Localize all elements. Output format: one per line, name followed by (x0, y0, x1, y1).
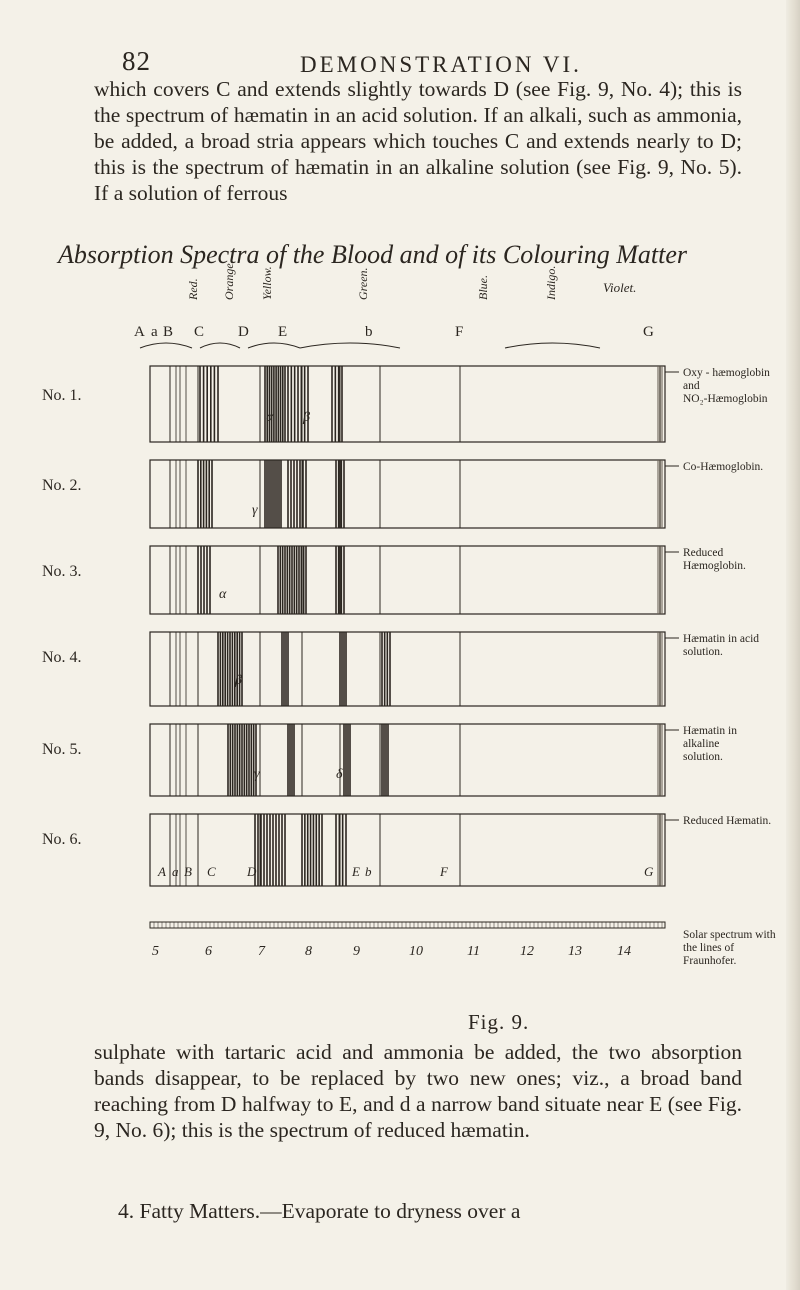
row-3-violet-edge (657, 546, 663, 614)
row-5-label-line-0: Hæmatin in (683, 725, 737, 737)
fraunhofer-letter-A: A (134, 324, 145, 340)
row-2-violet-edge (657, 460, 663, 528)
scale-number-9: 9 (353, 944, 360, 959)
color-brace-1 (200, 343, 240, 348)
row6-marker-7: F (440, 864, 448, 879)
greek-mark-3: α (219, 587, 227, 602)
scale-number-8: 8 (305, 944, 312, 959)
scale-number-5: 5 (152, 944, 159, 959)
row-3-label-line-1: Hæmoglobin. (683, 560, 746, 572)
fraunhofer-letter-b: b (365, 324, 373, 340)
fraunhofer-letter-F: F (455, 324, 464, 340)
header-title: DEMONSTRATION VI. (300, 52, 582, 77)
color-name-3: Green. (356, 267, 370, 300)
row-number-4: No. 4. (42, 649, 82, 666)
scale-number-13: 13 (568, 944, 582, 959)
fraunhofer-letter-E: E (278, 324, 288, 340)
row-1-label-line-1: and (683, 380, 700, 392)
scale-number-14: 14 (617, 944, 631, 959)
greek-mark-6: δ (336, 767, 343, 782)
row6-marker-3: C (207, 864, 216, 879)
color-name-6: Violet. (603, 280, 637, 295)
row-5-violet-edge (657, 724, 663, 796)
row6-marker-4: D (247, 864, 257, 879)
paragraph-top: which covers C and extends slightly towards D (see Fig. 9, No. 4); this is the spectrum of hæmatin in an acid solution. If an alkali, such as ammonia, be added, a broad stria appears which touches C and extends nearly to D; this is the spectrum of hæmatin in an alkaline solution (see Fig. 9, No. 5). If a solution of ferrous (94, 77, 742, 205)
fraunhofer-letter-G: G (643, 324, 654, 340)
color-name-1: Orange. (222, 260, 236, 300)
row6-marker-0: A (158, 864, 166, 879)
greek-mark-1: β (303, 410, 310, 425)
row6-marker-2: B (184, 864, 192, 879)
row-3-label-line-0: Reduced (683, 547, 724, 559)
row-6-label-line-0: Reduced Hæmatin. (683, 815, 772, 827)
scale-number-6: 6 (205, 944, 212, 959)
scale-caption-line-1: the lines of (683, 942, 735, 954)
greek-mark-2: γ (252, 503, 258, 518)
row-4-violet-edge (657, 632, 663, 706)
row-1-violet-edge (657, 366, 663, 442)
scale-number-12: 12 (520, 944, 534, 959)
color-name-0: Red. (186, 278, 200, 300)
scale-bar (150, 922, 665, 928)
row6-marker-5: E (352, 864, 360, 879)
row-number-3: No. 3. (42, 563, 82, 580)
scale-number-7: 7 (258, 944, 265, 959)
row6-marker-1: a (172, 864, 179, 879)
fraunhofer-letter-B: B (163, 324, 174, 340)
color-name-5: Indigo. (544, 265, 558, 300)
page-number: 82 (122, 46, 151, 76)
scale-caption-line-2: Fraunhofer. (683, 955, 737, 967)
greek-mark-0: α (266, 410, 274, 425)
color-brace-0 (140, 343, 192, 348)
row-4-label-line-1: solution. (683, 646, 723, 658)
row-6-violet-edge (657, 814, 663, 886)
section-start-line: 4. Fatty Matters.—Evaporate to dryness over a (118, 1199, 521, 1223)
color-brace-4 (505, 343, 600, 348)
row-2-label-line-0: Co-Hæmoglobin. (683, 461, 764, 473)
color-brace-3 (300, 343, 400, 348)
figure-caption: Fig. 9. (468, 1010, 530, 1034)
row-4-label-line-0: Hæmatin in acid (683, 633, 760, 645)
greek-mark-4: β (235, 673, 242, 688)
row6-marker-8: G (644, 864, 654, 879)
row-number-6: No. 6. (42, 831, 82, 848)
row-number-2: No. 2. (42, 477, 82, 494)
spectrum-row-3 (150, 546, 665, 614)
scale-number-11: 11 (467, 944, 480, 959)
color-name-4: Blue. (476, 275, 490, 300)
color-brace-2 (248, 343, 300, 348)
scale-number-10: 10 (409, 944, 423, 959)
fraunhofer-letter-a: a (151, 324, 158, 340)
spectrum-row-6 (150, 814, 665, 886)
row-number-1: No. 1. (42, 387, 82, 404)
row-number-5: No. 5. (42, 741, 82, 758)
row-5-label-line-1: alkaline (683, 738, 720, 750)
color-name-2: Yellow. (260, 266, 274, 300)
row-5-label-line-2: solution. (683, 751, 723, 763)
row6-marker-6: b (365, 864, 372, 879)
greek-mark-5: γ (254, 767, 260, 782)
spectrum-row-2 (150, 460, 665, 528)
spectrum-row-1 (150, 366, 665, 442)
scale-caption-line-0: Solar spectrum with (683, 929, 776, 941)
row-1-label-line-2: NO₂-Hæmoglobin (683, 393, 768, 405)
fraunhofer-letter-C: C (194, 324, 205, 340)
row-1-label-line-0: Oxy - hæmoglobin (683, 367, 770, 379)
paragraph-bottom: sulphate with tartaric acid and ammonia be added, the two absorption bands disappear, to be replaced by two new ones; viz., a broad band reaching from D halfway to E, and d a narrow band situate near E (see Fig. 9, No. 6); this is the spectrum of reduced hæmatin. (94, 1040, 742, 1142)
section-heading: Absorption Spectra of the Blood and of its Colouring Matter (58, 240, 688, 269)
fraunhofer-letter-D: D (238, 324, 249, 340)
